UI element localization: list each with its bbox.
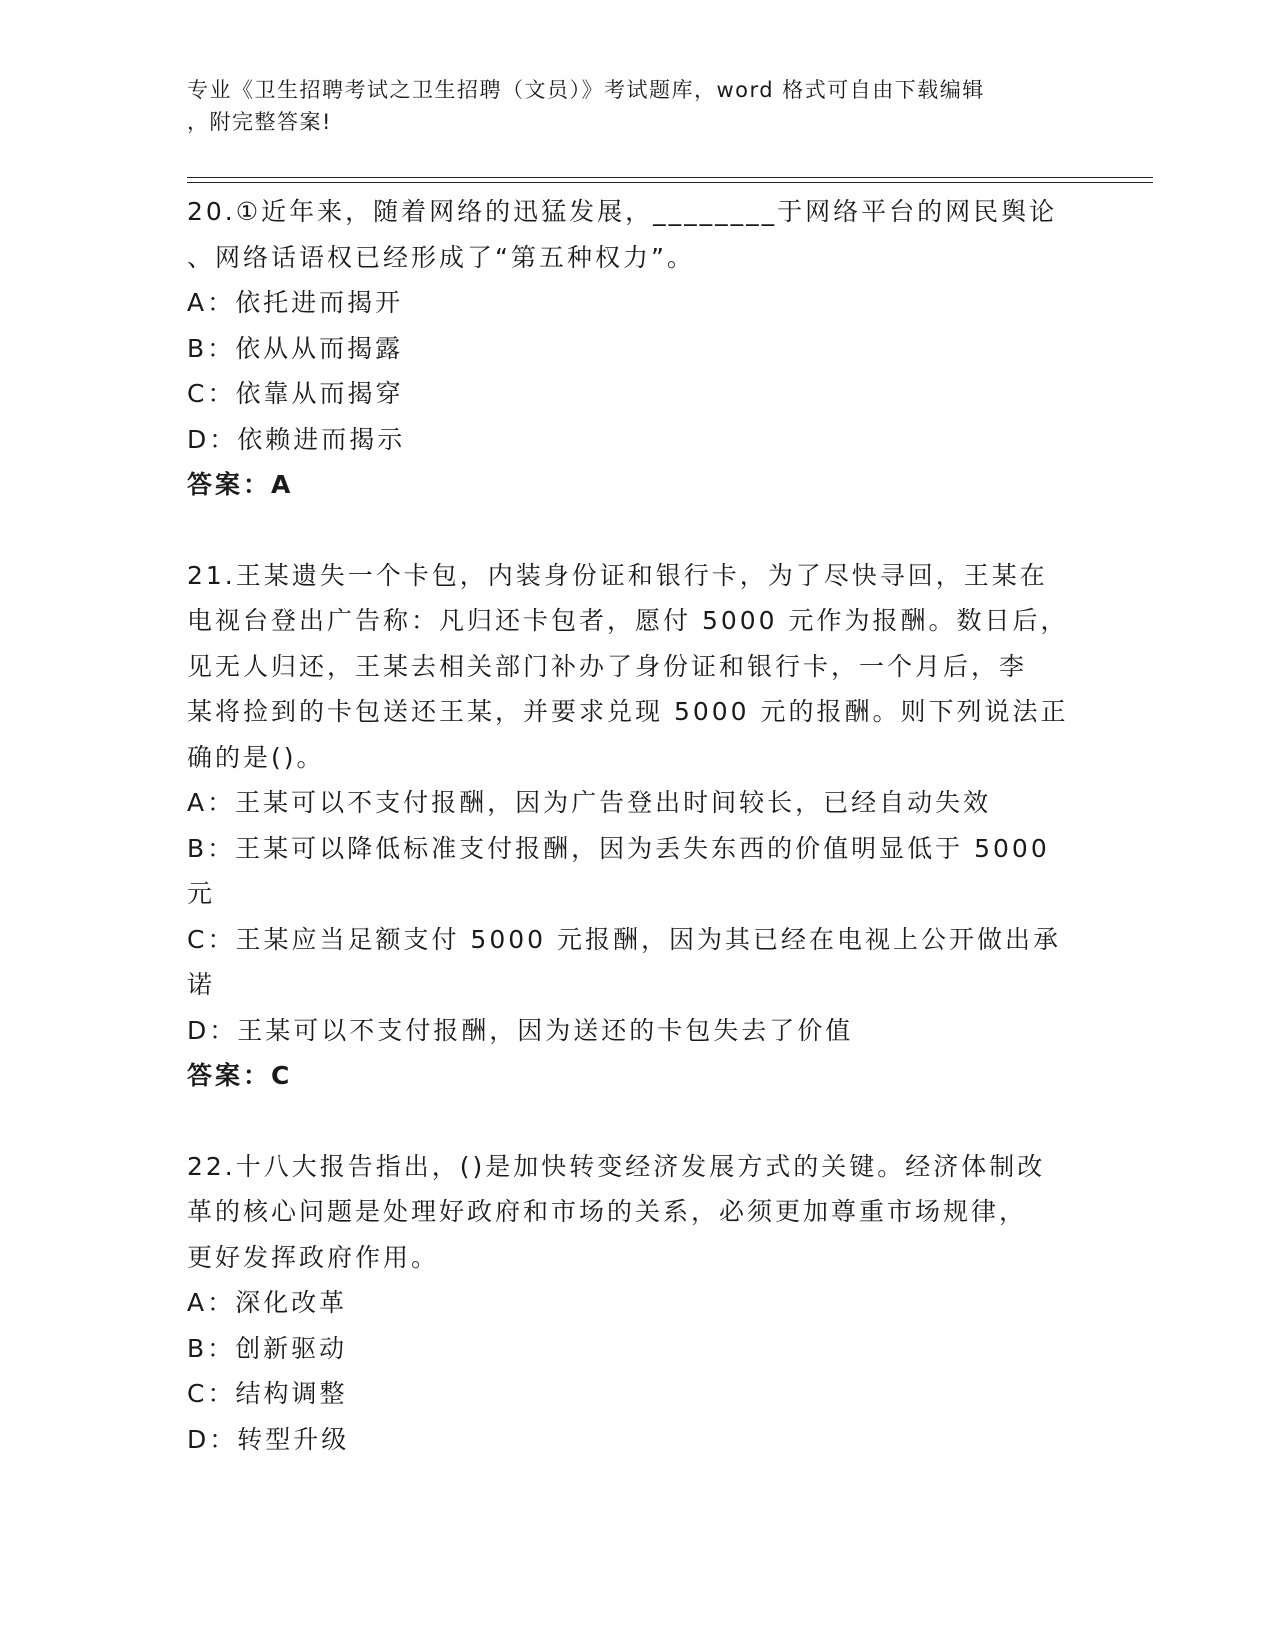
- question-21: [187, 553, 1077, 1099]
- header-divider-top: [187, 177, 1153, 178]
- option-continuation: 诺: [187, 970, 216, 999]
- option-b: [187, 326, 1077, 372]
- document-header: [187, 74, 1067, 138]
- option-key: D：: [187, 1015, 238, 1045]
- option-key: B：: [187, 833, 236, 863]
- question-stem-line: 21.王某遗失一个卡包，内装身份证和银行卡，为了尽快寻回，王某在: [187, 560, 1048, 590]
- header-line-2: ，附完整答案!: [187, 110, 332, 134]
- option-key: A：: [187, 1288, 236, 1317]
- option-c: [187, 1371, 1077, 1417]
- option-key: C：: [187, 924, 236, 954]
- question-stem-line: 某将捡到的卡包送还王某，并要求兑现 5000 元的报酬。则下列说法正: [187, 697, 1069, 726]
- question-20: [187, 189, 1077, 508]
- option-text: 转型升级: [237, 1424, 350, 1454]
- header-divider-bottom: [187, 182, 1153, 183]
- question-stem-line: 、网络话语权已经形成了“第五种权力”。: [187, 242, 695, 272]
- option-c: [187, 371, 1077, 417]
- option-b: [187, 1326, 1077, 1372]
- question-stem-line: 电视台登出广告称：凡归还卡包者，愿付 5000 元作为报酬。数日后，: [187, 606, 1069, 635]
- question-stem-line: 22.十八大报告指出，()是加快转变经济发展方式的关键。经济体制改: [187, 1151, 1046, 1181]
- option-key: A：: [187, 788, 236, 817]
- option-text: 结构调整: [235, 1379, 348, 1408]
- option-text: 王某可以降低标准支付报酬，因为丢失东西的价值明显低于 5000: [235, 833, 1050, 863]
- option-text: 依靠从而揭穿: [235, 379, 404, 408]
- option-d: [187, 1008, 1077, 1054]
- option-key: B：: [187, 1333, 236, 1363]
- option-key: A：: [187, 288, 236, 317]
- option-d: [187, 1417, 1077, 1463]
- option-text: 王某可以不支付报酬，因为送还的卡包失去了价值: [237, 1015, 854, 1045]
- option-text: 依赖进而揭示: [237, 424, 406, 454]
- option-a: [187, 280, 1077, 326]
- option-b: [187, 826, 1077, 872]
- option-continuation: 元: [187, 879, 216, 908]
- question-stem-line: 革的核心问题是处理好政府和市场的关系，必须更加尊重市场规律，: [187, 1197, 1028, 1226]
- answer-label: 答案：C: [187, 1061, 293, 1090]
- option-a: [187, 780, 1077, 826]
- option-key: C：: [187, 1379, 236, 1408]
- answer-label: 答案：A: [187, 470, 294, 499]
- question-stem-line: 确的是()。: [187, 742, 325, 772]
- question-stem-line: 见无人归还，王某去相关部门补办了身份证和银行卡，一个月后，李: [187, 651, 1028, 681]
- question-stem-line: 20.①近年来，随着网络的迅猛发展，________于网络平台的网民舆论: [187, 197, 1058, 226]
- option-text: 深化改革: [235, 1288, 348, 1317]
- header-line-1: 专业《卫生招聘考试之卫生招聘（文员）》考试题库，word 格式可自由下载编辑: [187, 78, 985, 102]
- option-key: C：: [187, 379, 236, 408]
- question-list: [187, 189, 1077, 1507]
- option-key: B：: [187, 333, 236, 363]
- option-text: 王某可以不支付报酬，因为广告登出时间较长，已经自动失效: [235, 788, 992, 817]
- question-stem-line: 更好发挥政府作用。: [187, 1242, 440, 1272]
- option-key: D：: [187, 1424, 238, 1454]
- option-text: 依从从而揭露: [235, 333, 404, 363]
- option-key: D：: [187, 424, 238, 454]
- option-d: [187, 417, 1077, 463]
- option-text: 王某应当足额支付 5000 元报酬，因为其已经在电视上公开做出承: [235, 924, 1061, 954]
- question-22: [187, 1144, 1077, 1463]
- option-a: [187, 1280, 1077, 1326]
- option-text: 创新驱动: [235, 1333, 348, 1363]
- option-text: 依托进而揭开: [235, 288, 404, 317]
- option-c: [187, 917, 1077, 963]
